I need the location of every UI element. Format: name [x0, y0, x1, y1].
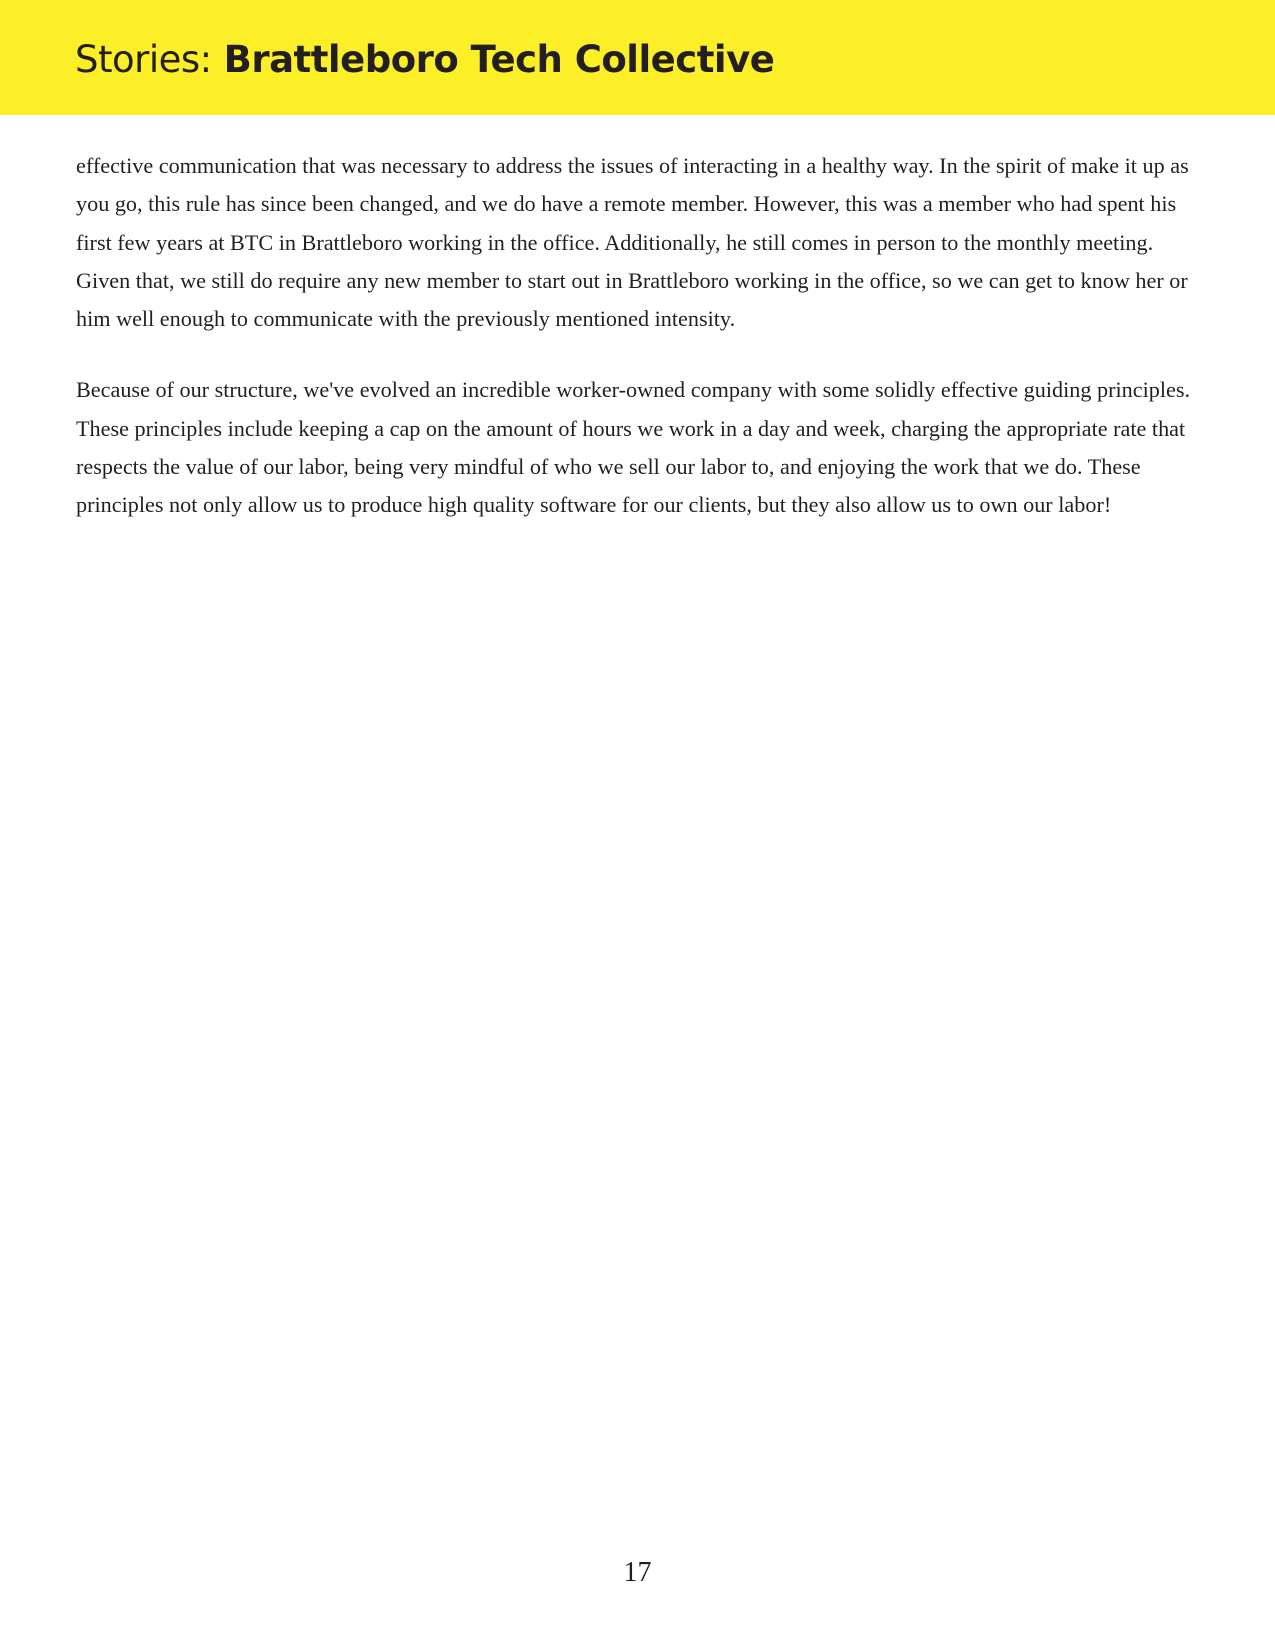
page-number: 17 — [623, 1557, 652, 1588]
section-label: Stories: — [75, 38, 212, 81]
paragraph-1: effective communication that was necessary to address the issues of interacting in a healthy way. In the spirit of make it up as you go, this rule has since been changed, and we do have a remote member. However, this was a member who had spent his first few years at BTC in Brattleboro working in the office. Additionally, he still comes in person to the monthly meeting. Given that, we still do require any new member to start out in Brattleboro working in the office, so we can get to know her or him well enough to communicate with the previously mentioned intensity. — [76, 153, 1189, 332]
story-title: Brattleboro Tech Collective — [223, 38, 775, 81]
header-bar — [0, 0, 1275, 115]
paragraph-2: Because of our structure, we've evolved an incredible worker-owned company with some solidly effective guiding principles. These principles include keeping a cap on the amount of hours we work in a day and week, charging the appropriate rate that respects the value of our labor, being very mindful of who we sell our labor to, and enjoying the work that we do. These principles not only allow us to produce high quality software for our clients, but they also allow us to own our labor! — [76, 377, 1191, 518]
article-body — [76, 147, 1201, 558]
page-title — [75, 38, 774, 82]
